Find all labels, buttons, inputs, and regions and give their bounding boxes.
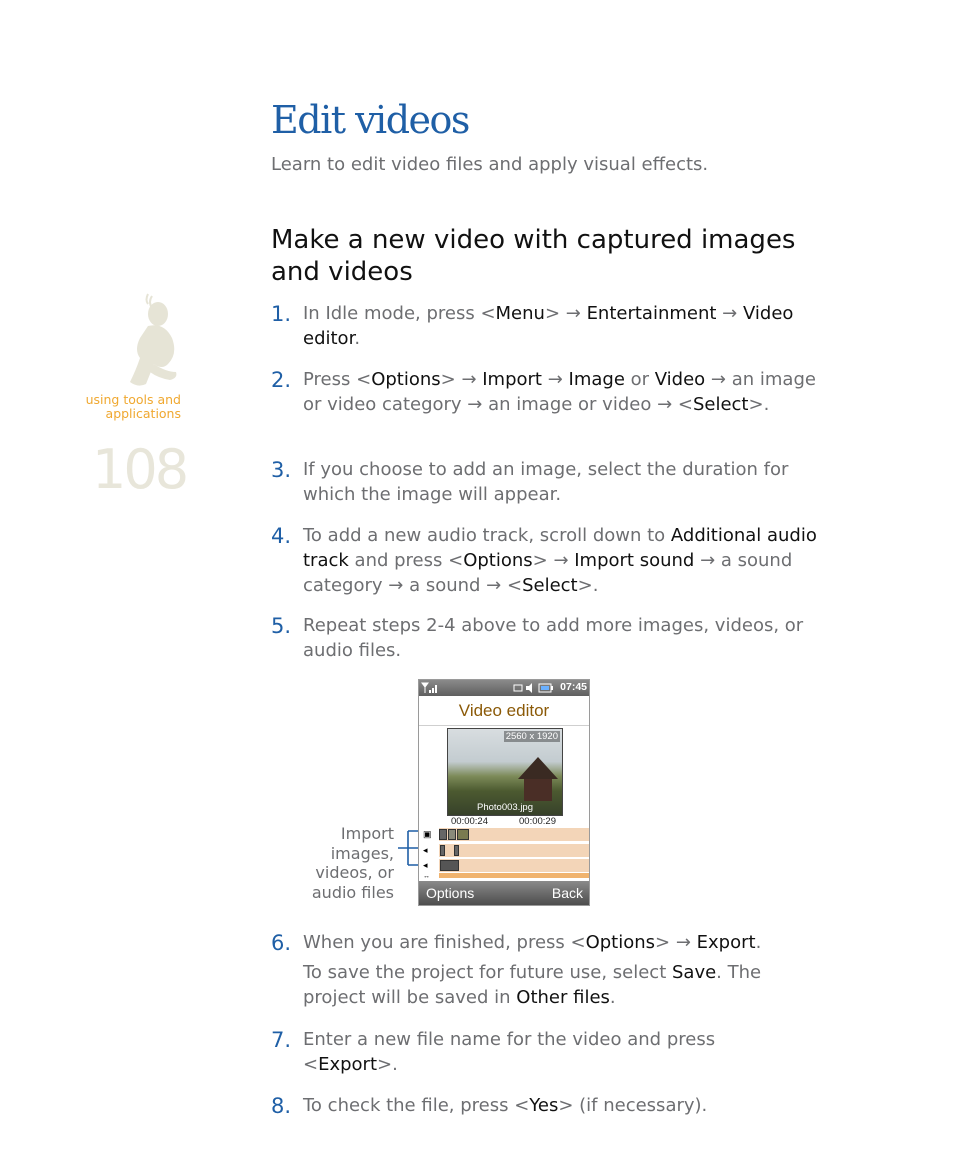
menu-term: Select <box>522 575 578 596</box>
step-fragment: → <box>716 303 743 324</box>
menu-term: Yes <box>529 1095 559 1116</box>
speaker-icon <box>525 683 535 693</box>
menu-term: Import sound <box>574 550 695 571</box>
step-fragment: . The project will be saved in <box>303 962 762 1008</box>
step-number: 1. <box>271 302 292 326</box>
callout-line2: images, <box>330 843 394 863</box>
step-text <box>303 1093 843 1118</box>
softkey-bar <box>419 881 589 905</box>
step-fragment: When you are finished, press < <box>303 932 586 953</box>
step-number: 2. <box>271 368 292 392</box>
section-label-line1: using tools and <box>85 392 181 407</box>
menu-term: Menu <box>495 303 545 324</box>
section-heading-line1: Make a new video with captured images <box>271 225 796 255</box>
step-fragment: >. <box>377 1054 398 1075</box>
menu-term: Export <box>696 932 756 953</box>
menu-term: Video <box>654 369 706 390</box>
menu-term: Entertainment <box>586 303 717 324</box>
track-clip[interactable] <box>440 860 459 871</box>
step-number: 4. <box>271 524 292 548</box>
scroll-arrows-icon: ↔ <box>423 873 430 880</box>
step-fragment: or <box>624 369 655 390</box>
menu-term: Export <box>318 1054 378 1075</box>
section-label-line2: applications <box>105 406 181 421</box>
step-fragment: >. <box>748 394 770 415</box>
additional-audio-icon: ◂ <box>423 860 428 870</box>
section-heading <box>271 224 851 288</box>
track-clip[interactable] <box>448 829 456 840</box>
menu-term: Save <box>671 962 717 983</box>
menu-term: Select <box>692 394 749 415</box>
video-track-icon: ▣ <box>423 829 432 839</box>
step-fragment: . <box>354 328 361 349</box>
status-bar <box>419 680 589 696</box>
filename-label: Photo003.jpg <box>477 802 533 813</box>
timecode-start: 00:00:24 <box>451 816 488 827</box>
track-clip[interactable] <box>439 829 447 840</box>
step-fragment: > (if necessary). <box>558 1095 708 1116</box>
step-text <box>303 301 803 351</box>
audio-track[interactable] <box>439 844 589 857</box>
step-fragment: Repeat steps 2-4 above to add more images, videos, or audio files. <box>303 615 804 661</box>
menu-term: Options <box>585 932 656 953</box>
timeline-scroll[interactable] <box>439 873 589 878</box>
step-fragment: In Idle mode, press < <box>303 303 496 324</box>
step-fragment: To check the file, press < <box>303 1095 530 1116</box>
step-fragment: Press < <box>303 369 372 390</box>
step-fragment: . <box>755 932 762 953</box>
step-fragment: → an image or video category → an image or video → < <box>303 369 816 415</box>
battery-icon <box>538 683 554 693</box>
menu-term: Import <box>482 369 542 390</box>
section-label <box>70 393 181 421</box>
menu-term: Additional audio track <box>303 525 817 571</box>
step-number: 7. <box>271 1028 292 1052</box>
step-fragment: and press < <box>348 550 464 571</box>
running-figure-icon <box>118 292 184 388</box>
step-text <box>303 523 853 598</box>
step-text <box>303 613 853 663</box>
step-fragment: > → <box>440 369 483 390</box>
step-number: 8. <box>271 1094 292 1118</box>
resolution-label: 2560 x 1920 <box>505 731 558 742</box>
step-text <box>303 367 823 417</box>
step-text <box>303 930 843 955</box>
audio-track-icon: ◂ <box>423 845 428 855</box>
menu-term: Options <box>463 550 533 571</box>
callout-line4: audio files <box>311 882 394 902</box>
callout-line3: videos, or <box>315 863 394 882</box>
step-number: 3. <box>271 458 292 482</box>
step-number: 5. <box>271 614 292 638</box>
menu-term: Other files <box>516 987 610 1008</box>
track-clip[interactable] <box>440 845 445 856</box>
options-softkey[interactable]: Options <box>426 885 475 901</box>
signal-icon <box>421 682 439 694</box>
callout-line1: Import <box>340 824 394 843</box>
step-text <box>303 1027 773 1077</box>
step-note <box>303 960 813 1010</box>
menu-term: Video editor <box>303 303 794 349</box>
back-softkey[interactable]: Back <box>551 885 583 901</box>
step-fragment: Enter a new file name for the video and press < <box>303 1029 716 1075</box>
image-preview[interactable] <box>447 728 563 816</box>
video-track[interactable] <box>439 828 589 841</box>
step-fragment: > → <box>655 932 697 953</box>
page-title: Edit videos <box>271 98 469 142</box>
step-fragment: → a sound category → a sound → < <box>303 550 793 596</box>
section-heading-line2: and videos <box>271 257 413 287</box>
step-fragment: > → <box>532 550 575 571</box>
page-number: 108 <box>92 438 187 501</box>
step-number: 6. <box>271 931 292 955</box>
timecode-end: 00:00:29 <box>519 816 556 827</box>
page-subtitle: Learn to edit video files and apply visual effects. <box>271 154 709 175</box>
track-clip[interactable] <box>457 829 469 840</box>
clock: 07:45 <box>560 681 587 693</box>
step-fragment: >. <box>577 575 599 596</box>
menu-term: Options <box>371 369 441 390</box>
message-icon <box>513 683 523 693</box>
phone-screenshot <box>418 679 590 906</box>
figure-callout <box>290 824 394 902</box>
step-fragment: If you choose to add an image, select the duration for which the image will appear. <box>303 459 789 505</box>
additional-audio-track[interactable] <box>439 859 589 872</box>
step-fragment: . <box>609 987 616 1008</box>
house-body <box>524 779 552 801</box>
step-text <box>303 457 843 507</box>
app-title: Video editor <box>419 697 589 726</box>
step-fragment: → <box>542 369 569 390</box>
step-fragment: > → <box>544 303 587 324</box>
house-roof <box>518 757 558 779</box>
step-fragment: To save the project for future use, select <box>303 962 672 983</box>
step-fragment: To add a new audio track, scroll down to <box>303 525 671 546</box>
track-clip[interactable] <box>454 845 459 856</box>
menu-term: Image <box>568 369 625 390</box>
